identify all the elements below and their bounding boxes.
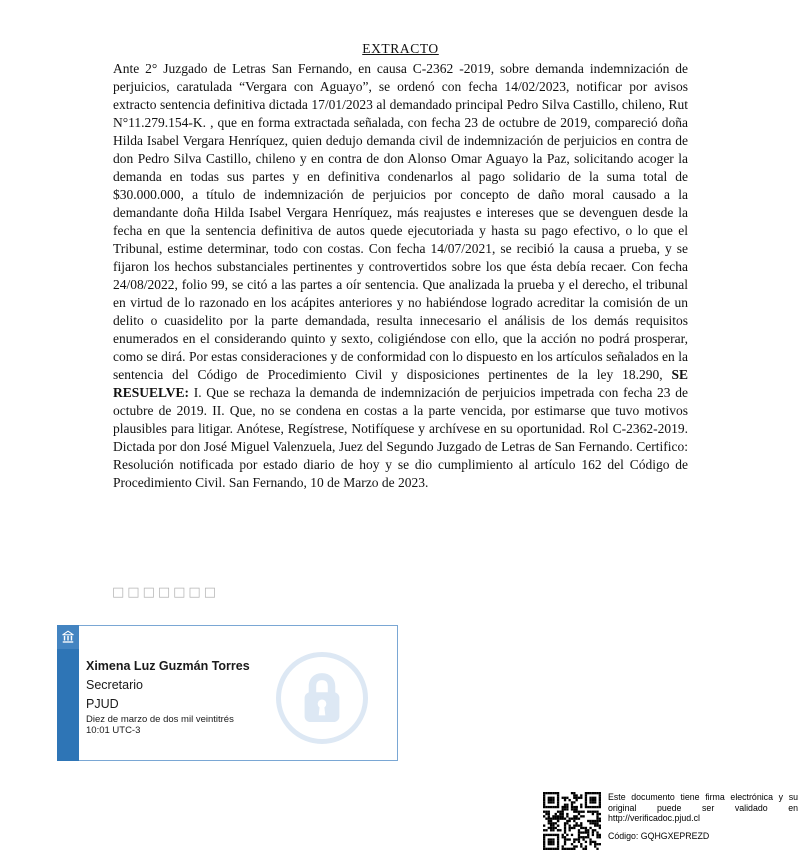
signature-text-block	[86, 657, 250, 736]
signature-time: 10:01 UTC-3	[86, 725, 141, 736]
verification-statement: Este documento tiene firma electrónica y su original puede ser validado en http://verificadoc.pjud.cl	[608, 792, 798, 824]
signature-date: Diez de marzo de dos mil veintitrés	[86, 714, 234, 725]
signature-stamp	[57, 625, 398, 761]
document-title: EXTRACTO	[362, 41, 439, 56]
signature-stamp-sidebar	[57, 625, 79, 761]
verification-code: Código: GQHGXEPREZD	[608, 830, 710, 841]
verification-block	[543, 792, 798, 850]
qr-modules	[543, 792, 601, 850]
signer-institution: PJUD	[86, 697, 119, 711]
signer-role: Secretario	[86, 678, 143, 692]
padlock-watermark	[274, 650, 370, 746]
verification-text-block	[608, 792, 798, 841]
document-body	[113, 60, 688, 492]
body-text-after-resolution: I. Que se rechaza la demanda de indemnización de perjuicios impetrada con fecha 23 de octubre de 2019. II. Que, no se condena en costas a la parte vencida, por estimarse que tuvo motivos plausibles para litigar. Anótese, Regístrese, Notifíquese y archívese en su oportunidad. Rol C-2362-2019. Dictada por don José Miguel Valenzuela, Juez del Segundo Juzgado de Letras de San Fernando. Certifico: Resolución notificada por estado diario de hoy y se dio cumplimiento al artículo 162 del Código de Procedimiento Civil. San Fernando, 10 de Marzo de 2023.	[113, 385, 688, 490]
resolution-keyword: SE RESUELVE:	[113, 367, 688, 400]
qr-code-icon	[543, 792, 601, 850]
body-text-before-resolution: Ante 2° Juzgado de Letras San Fernando, en causa C-2362 -2019, sobre demanda indemnización de perjuicios, caratulada “Vergara con Aguayo”, se ordenó con fecha 14/02/2023, notificar por avisos extracto sentencia definitiva dictada 17/01/2023 al demandado principal Pedro Silva Castillo, chileno, Rut N°11.279.154-K. , que en forma extractada señalada, con fecha 23 de octubre de 2019, compareció doña Hilda Isabel Vergara Henríquez, quien dedujo demanda civil de indemnización de perjuicios en contra de don Pedro Silva Castillo, chileno y en contra de don Alonso Omar Aguayo la Paz, solicitando acoger la demanda en todas sus partes y en definitiva condenarlos al pago solidario de la suma total de $30.000.000, a título de indemnización de perjuicios por concepto de daño moral causado a la demandante doña Hilda Isabel Vergara Henríquez, más reajustes e intereses que se devenguen desde la fecha en que la sentencia definitiva de autos quede ejecutoriada y hasta su pago efectivo, o lo que el Tribunal, estime determinar, todo con costas. Con fecha 14/07/2021, se recibió la causa a prueba, y se fijaron los hechos substanciales pertinentes y controvertidos sobre los que ésta debía recaer. Con fecha 24/08/2022, folio 99, se citó a las partes a oír sentencia. Que analizada la prueba y el derecho, el tribunal en virtud de lo razonado en los acápites anteriores y no habiéndose logrado acreditar la comisión de un delito o cuasidelito por la parte demandada, resulta innecesario el análisis de los demás requisitos enumerados en el considerando quinto y sexto, coligiéndose con ello, que la acción no podrá prosperar, como se dirá. Por estas consideraciones y de conformidad con lo dispuesto en los artículos señalados en la sentencia del Código de Procedimiento Civil y disposiciones pertinentes de la ley 18.290,	[113, 61, 688, 382]
courthouse-icon	[57, 625, 79, 649]
missing-glyph-row: □□□□□□□	[112, 585, 219, 600]
signer-name: Ximena Luz Guzmán Torres	[86, 659, 250, 673]
padlock-icon	[297, 669, 347, 727]
